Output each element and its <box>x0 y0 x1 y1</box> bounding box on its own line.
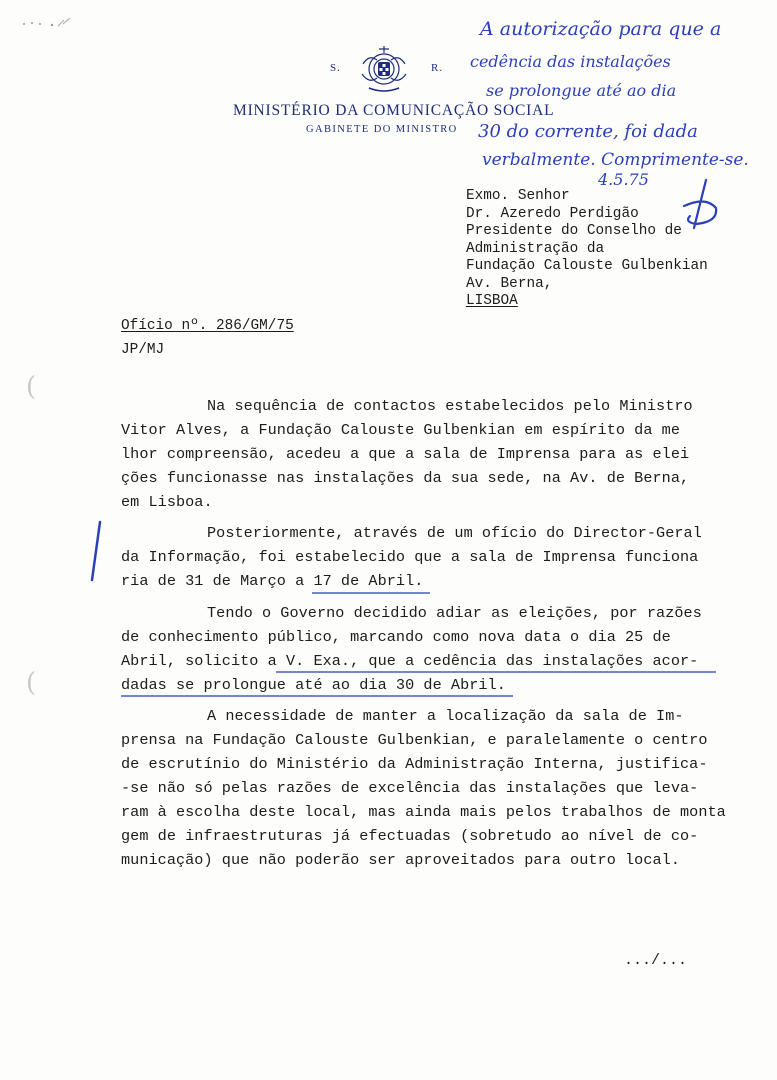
address-city: LISBOA <box>466 293 518 309</box>
address-line: Av. Berna, <box>466 275 553 292</box>
body-line: Abril, solicito a V. Exa., que a cedência das instalações acor- <box>121 652 699 670</box>
marker-underline <box>276 671 716 673</box>
body-line: gem de infraestruturas já efectuadas (sobretudo ao nível de co- <box>121 827 699 845</box>
punch-mark: ( <box>26 668 37 698</box>
marker-underline <box>121 695 513 697</box>
ministry-title: MINISTÉRIO DA COMUNICAÇÃO SOCIAL <box>233 102 555 119</box>
body-line: dadas se prolongue até ao dia 30 de Abril. <box>121 676 506 694</box>
body-line: ções funcionasse nas instalações da sua sede, na Av. de Berna, <box>121 469 690 487</box>
address-line: Fundação Calouste Gulbenkian <box>466 258 708 274</box>
letterhead-right-letter: R. <box>431 62 444 74</box>
cabinet-subtitle: GABINETE DO MINISTRO <box>306 124 458 135</box>
handwritten-note-line: se prolongue até ao dia <box>486 81 677 100</box>
handwritten-note-line: A autorização para que a <box>480 18 722 40</box>
body-line: Vitor Alves, a Fundação Calouste Gulbenkian em espírito da me <box>121 421 681 439</box>
reference-block <box>121 314 294 362</box>
address-line: Exmo. Senhor <box>466 188 570 204</box>
margin-stroke-mark <box>86 520 106 582</box>
body-line: lhor compreensão, acedeu a que a sala de Imprensa para as elei <box>121 445 690 463</box>
recipient-address <box>466 188 708 311</box>
continuation-mark: .../... <box>624 952 688 969</box>
body-line: ria de 31 de Março a 17 de Abril. <box>121 572 424 590</box>
ink-dots-mark <box>18 12 88 32</box>
body-line: A necessidade de manter a localização da sala de Im- <box>207 707 684 725</box>
body-line: em Lisboa. <box>121 493 213 511</box>
oficio-number: Ofício nº. 286/GM/75 <box>121 318 294 334</box>
body-line: prensa na Fundação Calouste Gulbenkian, e paralelamente o centro <box>121 731 708 749</box>
author-initials: JP/MJ <box>121 342 165 358</box>
handwritten-note-date: 4.5.75 <box>598 170 649 189</box>
body-line: ram à escolha deste local, mas ainda mais pelos trabalhos de monta <box>121 803 726 821</box>
body-line: da Informação, foi estabelecido que a sala de Imprensa funciona <box>121 548 699 566</box>
body-line: municação) que não poderão ser aproveitados para outro local. <box>121 851 681 869</box>
address-line: Presidente do Conselho de <box>466 223 682 239</box>
punch-mark: ( <box>26 372 37 402</box>
address-line: Dr. Azeredo Perdigão <box>466 205 639 222</box>
handwritten-note-line: cedência das instalações <box>470 52 671 71</box>
coat-of-arms-icon <box>359 44 409 94</box>
body-line: Tendo o Governo decidido adiar as eleições, por razões <box>207 604 702 622</box>
body-line: de conhecimento público, marcando como nova data o dia 25 de <box>121 628 671 646</box>
handwritten-note-line: 30 do corrente, foi dada <box>478 121 698 142</box>
letterhead-left-letter: S. <box>330 62 341 74</box>
body-line: de escrutínio do Ministério da Administração Interna, justifica- <box>121 755 708 773</box>
address-line: Administração da <box>466 240 605 257</box>
handwritten-note-line: verbalmente. Comprimente-se. <box>482 150 749 170</box>
marker-underline <box>312 592 430 594</box>
body-line: Na sequência de contactos estabelecidos pelo Ministro <box>207 397 693 415</box>
body-line: -se não só pelas razões de excelência das instalações que leva- <box>121 779 699 797</box>
body-line: Posteriormente, através de um ofício do Director-Geral <box>207 524 702 542</box>
